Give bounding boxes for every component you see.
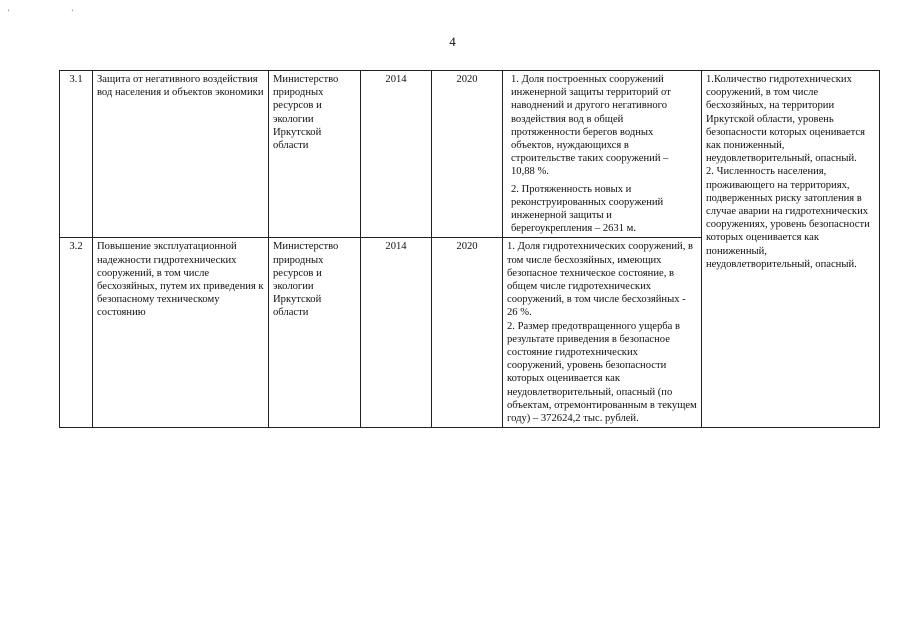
indicators-cell <box>503 238 702 428</box>
row-number: 3.2 <box>60 238 93 428</box>
program-table <box>59 70 880 428</box>
task-cell: Защита от негативного воздействия вод населения и объектов экономики <box>93 71 269 238</box>
indicator-item: 2. Размер предотвращенного ущерба в результате приведения в безопасное состояние гидротехнических сооружений, уровень безопасности которых оценивается как неудовлетворительный, опасный (по объектам, отремонтированным в текущем году) – 372624,2 тыс. рублей. <box>507 320 697 425</box>
row-number: 3.1 <box>60 71 93 238</box>
indicator-item: 1. Доля построенных сооружений инженерной защиты территорий от наводнений и другого негативного воздействия вод в общей протяженности берегов водных объектов, нуждающихся в строительстве таких сооружений – 10,88 %. <box>511 74 671 178</box>
start-year-cell: 2014 <box>361 71 432 238</box>
indicator-item: 1. Доля гидротехнических сооружений, в том числе бесхозяйных, имеющих безопасное техническое состояние, в общем числе гидротехнических сооружений, в том числе бесхозяйных - 26 %. <box>507 241 694 319</box>
task-cell: Повышение эксплуатационной надежности гидротехнических сооружений, в том числе бесхозяйных, путем их приведения к безопасному техническому состоянию <box>93 238 269 428</box>
indicators-cell <box>503 71 702 238</box>
executor-cell: Министерство природных ресурсов и экологии Иркутской области <box>269 238 361 428</box>
shared-indicator-item: 1.Количество гидротехнических сооружений, в том числе бесхозяйных, на территории Иркутской области, уровень безопасности которых оценивается как пониженный, неудовлетворительный, опасный. <box>706 74 865 165</box>
shared-indicator-item: 2. Численность населения, проживающего на территориях, подверженных риску затопления в случае аварии на гидротехнических сооружениях, уровень безопасности которых оценивается как пониженный, неудовлетворительный, опасный. <box>706 166 870 270</box>
executor-cell: Министерство природных ресурсов и экологии Иркутской области <box>269 71 361 238</box>
shared-indicators-cell <box>702 71 880 428</box>
scan-specks: ' ' <box>8 8 103 17</box>
end-year-cell: 2020 <box>432 71 503 238</box>
indicator-item: 2. Протяженность новых и реконструированных сооружений инженерной защиты и берегоукрепления – 2631 м. <box>511 183 664 235</box>
start-year-cell: 2014 <box>361 238 432 428</box>
end-year-cell: 2020 <box>432 238 503 428</box>
table-row <box>60 71 880 238</box>
page-number: 4 <box>449 34 456 49</box>
